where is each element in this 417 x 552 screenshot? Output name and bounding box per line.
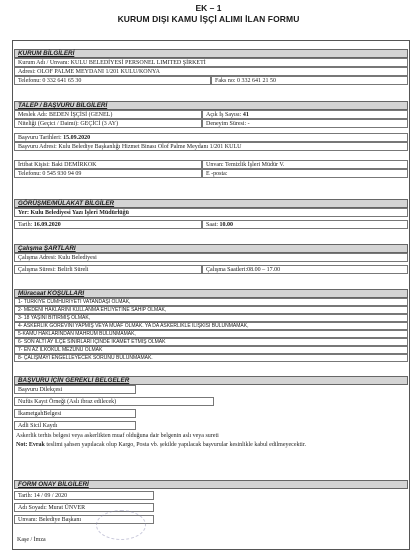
form-code: EK – 1 [195, 3, 222, 13]
calisma-suresi: Çalışma Süresi: Belirli Süreli [14, 265, 202, 274]
belge-item: Başvuru Dilekçesi [14, 385, 136, 394]
gorusme-tarih: Tarih: 16.09.2020 [14, 220, 202, 229]
kosul-item: 7- EN AZ İLKOKUL MEZUNU OLMAK [14, 346, 408, 354]
belge-note-askerlik: Askerlik terhis belgesi veya askerlikten muaf olduğuna dair belgenin aslı veya sureti [16, 433, 219, 439]
kosul-item: 5-KAMU HAKLARINDAN MAHRUM BULUNMAMAK, [14, 330, 408, 338]
onay-adi-soyadi: Adı Soyadı: Murat ÜNVER [14, 503, 154, 512]
irtibat-eposta: E -posta: [202, 169, 408, 178]
gorusme-yer: Yer: Kulu Belediyesi Yazı İşleri Müdürlüğü [14, 208, 408, 217]
irtibat-unvan: Unvan: Temizlik İşleri Müdür V. [202, 160, 408, 169]
basvuru-tarihleri: Başvuru Tarihleri: 15.09.2020 [14, 133, 408, 142]
kurum-faks: Faks no: 0 332 641 21 50 [211, 76, 408, 85]
meslek-adi: Meslek Adı: BEDEN İŞÇİSİ (GENEL) [14, 110, 202, 119]
kosul-item: 6- SON ALTI AY İLÇE SINIRLARI İÇİNDE İKAMET ETMİŞ OLMAK [14, 338, 408, 346]
belge-item: Nufüs Kayıt Örneği (Aslı ibraz edilecek) [14, 397, 214, 406]
kurum-adres: Adresi: OLOF PALME MEYDANI 1/201 KULU/KONYA [14, 67, 408, 76]
belge-note-evrak: Not: Evrak teslimi şahsen yapılacak olup Kargo, Posta vb. şekilde yapılacak başvurular kesinlikle kabul edilmeyecektir. [16, 442, 306, 448]
basvuru-adresi: Başvuru Adresi: Kulu Belediye Başkanlığı Hizmet Binası Olof Palme Meydanı 1/201 KULU [14, 142, 408, 151]
kurum-telefon: Telefonu: 0 332 641 65 30 [14, 76, 211, 85]
onay-unvan: Unvanı: Belediye Başkanı [14, 515, 154, 524]
kosul-item: 3- 18 YAŞINI BİTİRMİŞ OLMAK, [14, 314, 408, 322]
form-title: KURUM DIŞI KAMU İŞÇİ ALIMI İLAN FORMU [117, 14, 300, 24]
onay-tarih: Tarih: 14 / 09 / 2020 [14, 491, 154, 500]
section-gorusme-header: GÖRÜŞME/MÜLAKAT BİLGİLER [14, 199, 408, 208]
deneyim-suresi: Deneyim Süresi: - [202, 119, 408, 128]
kosul-item: 2- MEDENİ HAKLARINI KULLANMA EHLİYETİNE SAHİP OLMAK, [14, 306, 408, 314]
calisma-adresi: Çalışma Adresi: Kulu Belediyesi [14, 253, 408, 262]
kurum-adi: Kurum Adı / Unvanı: KULU BELEDİYESİ PERSONEL LIMITED ŞİRKETİ [14, 58, 408, 67]
section-muracaat-header: Müracaat KOŞULLARI [14, 289, 408, 298]
gorusme-saat: Saat: 10.00 [202, 220, 408, 229]
signature-stamp [96, 510, 146, 540]
calisma-saatleri: Çalışma Saatleri:08.00 – 17.00 [202, 265, 408, 274]
irtibat-telefon: Telefonu: 0 545 930 94 09 [14, 169, 202, 178]
irtibat-kisisi: İrtibat Kişisi: Baki DEMİRKOK [14, 160, 202, 169]
section-onay-header: FORM ONAY BİLGİLERİ [14, 480, 408, 489]
section-kurum-header: KURUM BİLGİLERİ [14, 49, 408, 58]
section-calisma-header: Çalışma ŞARTLARI [14, 244, 408, 253]
section-belgeler-header: BAŞVURU İÇİN GEREKLİ BELGELER [14, 376, 408, 385]
kosul-item: 1- TÜRKİYE CUMHURİYETİ VATANDAŞI OLMAK, [14, 298, 408, 306]
niteligi: Niteliği (Geçici / Daimi): GEÇİCİ (3 AY) [14, 119, 202, 128]
kase-imza-label: Kaşe / İmza [14, 536, 94, 545]
kosul-item: 4- ASKERLİK GÖREVİNİ YAPMIŞ VEYA MUAF OLMAK. YA DA ASKERLİKLE İLİŞKİSİ BULUNMAMAK, [14, 322, 408, 330]
section-talep-header: TALEP / BAŞVURU BİLGİLERİ [14, 101, 408, 110]
belge-item: Adli Sicil Kaydı [14, 421, 136, 430]
acik-is-sayisi: Açık İş Sayısı: 41 [202, 110, 408, 119]
kosul-item: 8- ÇALIŞMAYI ENGELLEYECEK SORUNU BULUNMAMAK. [14, 354, 408, 362]
belge-item: İkametgahBelgesi [14, 409, 136, 418]
